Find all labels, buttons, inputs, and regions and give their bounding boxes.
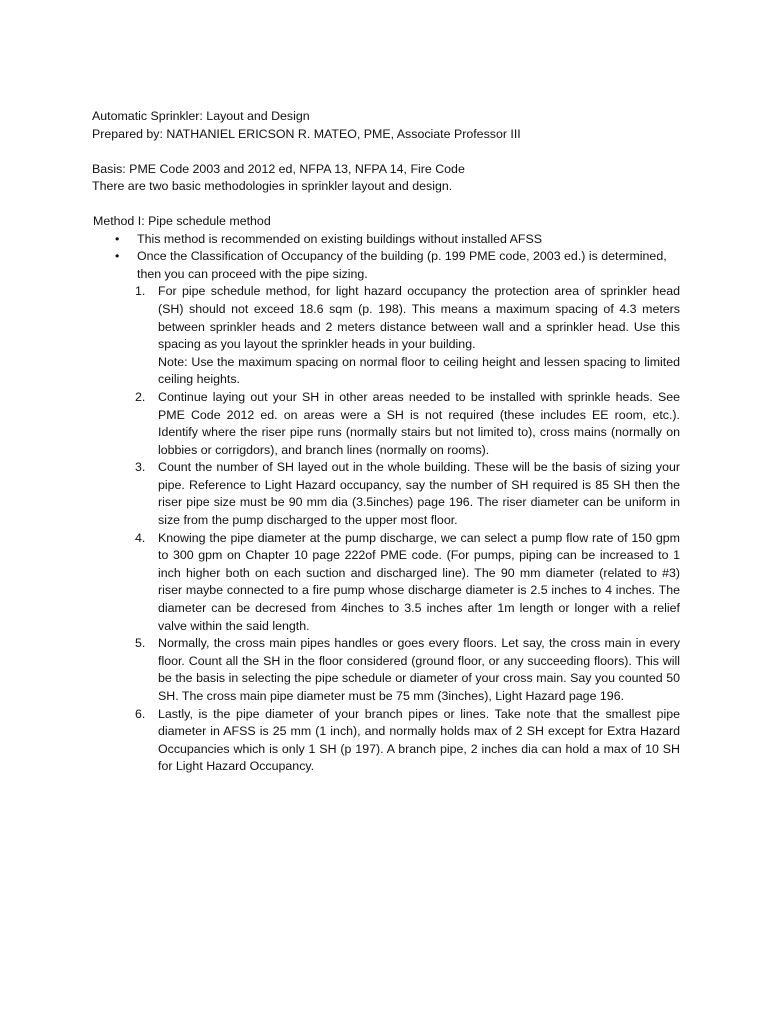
method-steps [92,283,680,776]
methodologies-line: There are two basic methodologies in sprinkler layout and design. [92,179,453,194]
step-item [92,459,680,529]
step-item [92,530,680,636]
step-text: Continue laying out your SH in other areas needed to be installed with sprinkle heads. See PME Code 2012 ed. on areas were a SH is not required (these includes EE room, etc.). Identify where the riser pipe runs (normally stairs but not limited to), cross mains (normally on lobbies or corrigdors), and branch lines (normally on rooms). [158,389,680,457]
method-bullets [92,231,680,284]
bullet-item [92,231,680,249]
basis-line: Basis: PME Code 2003 and 2012 ed, NFPA 13, NFPA 14, Fire Code [92,161,465,176]
step-number: 2. [135,389,146,404]
step-text: Count the number of SH layed out in the whole building. These will be the basis of sizing your pipe. Reference to Light Hazard occupancy, say the number of SH required is 85 SH then the riser pipe size must be 90 mm dia (3.5inches) page 196. The riser diameter can be uniform in size from the pump discharged to the upper most floor. [158,460,680,528]
step-text: For pipe schedule method, for light hazard occupancy the protection area of sprinkler head (SH) should not exceed 18.6 sqm (p. 198). This means a maximum spacing of 4.3 meters between sprinkler heads and 2 meters distance between wall and a sprinkler head. Use this spacing as you layout the sprinkler heads in your building. [158,284,680,352]
step-text: Knowing the pipe diameter at the pump discharge, we can select a pump flow rate of 150 gpm to 300 gpm on Chapter 10 page 222of PME code. (For pumps, piping can be increased to 1 inch higher both on each suction and discharged line). The 90 mm diameter (related to #3) riser maybe connected to a fire pump whose discharge diameter is 2.5 inches to 4 inches. The diameter can be decresed from 4inches to 3.5 inches after 1m length or longer with a relief valve within the said length. [158,530,680,633]
bullet-item [92,248,680,283]
step-number: 1. [135,284,146,299]
step-item [92,389,680,459]
step-note: Note: Use the maximum spacing on normal floor to ceiling height and lessen spacing to limited ceiling heights. [158,354,680,387]
spacer [92,143,680,161]
step-number: 4. [135,530,146,545]
bullet-marker: • [115,249,120,264]
bullet-marker: • [115,231,120,246]
step-item [92,283,680,389]
bullet-text: Once the Classification of Occupancy of the building (p. 199 PME code, 2003 ed.) is determined, then you can proceed with the pipe sizing. [137,249,667,281]
bullet-text: This method is recommended on existing buildings without installed AFSS [137,231,542,246]
step-item [92,706,680,776]
method-title: Method I: Pipe schedule method [93,213,271,228]
step-number: 3. [135,460,146,475]
step-text: Normally, the cross main pipes handles or goes every floors. Let say, the cross main in every floor. Count all the SH in the floor considered (ground floor, or any succeeding floors). This will be the basis in selecting the pipe schedule or diameter of your cross main. Say you counted 50 SH. The cross main pipe diameter must be 75 mm (3inches), Light Hazard page 196. [158,636,680,703]
document-title: Automatic Sprinkler: Layout and Design [92,109,310,123]
step-item [92,635,680,705]
prepared-by: Prepared by: NATHANIEL ERICSON R. MATEO, PME, Associate Professor III [92,126,521,141]
step-text: Lastly, is the pipe diameter of your branch pipes or lines. Take note that the smallest pipe diameter in AFSS is 25 mm (1 inch), and normally holds max of 2 SH except for Extra Hazard Occupancies which is only 1 SH (p 197). A branch pipe, 2 inches dia can hold a max of 10 SH for Light Hazard Occupancy. [158,706,680,774]
step-number: 6. [135,706,146,721]
step-number: 5. [135,636,146,651]
